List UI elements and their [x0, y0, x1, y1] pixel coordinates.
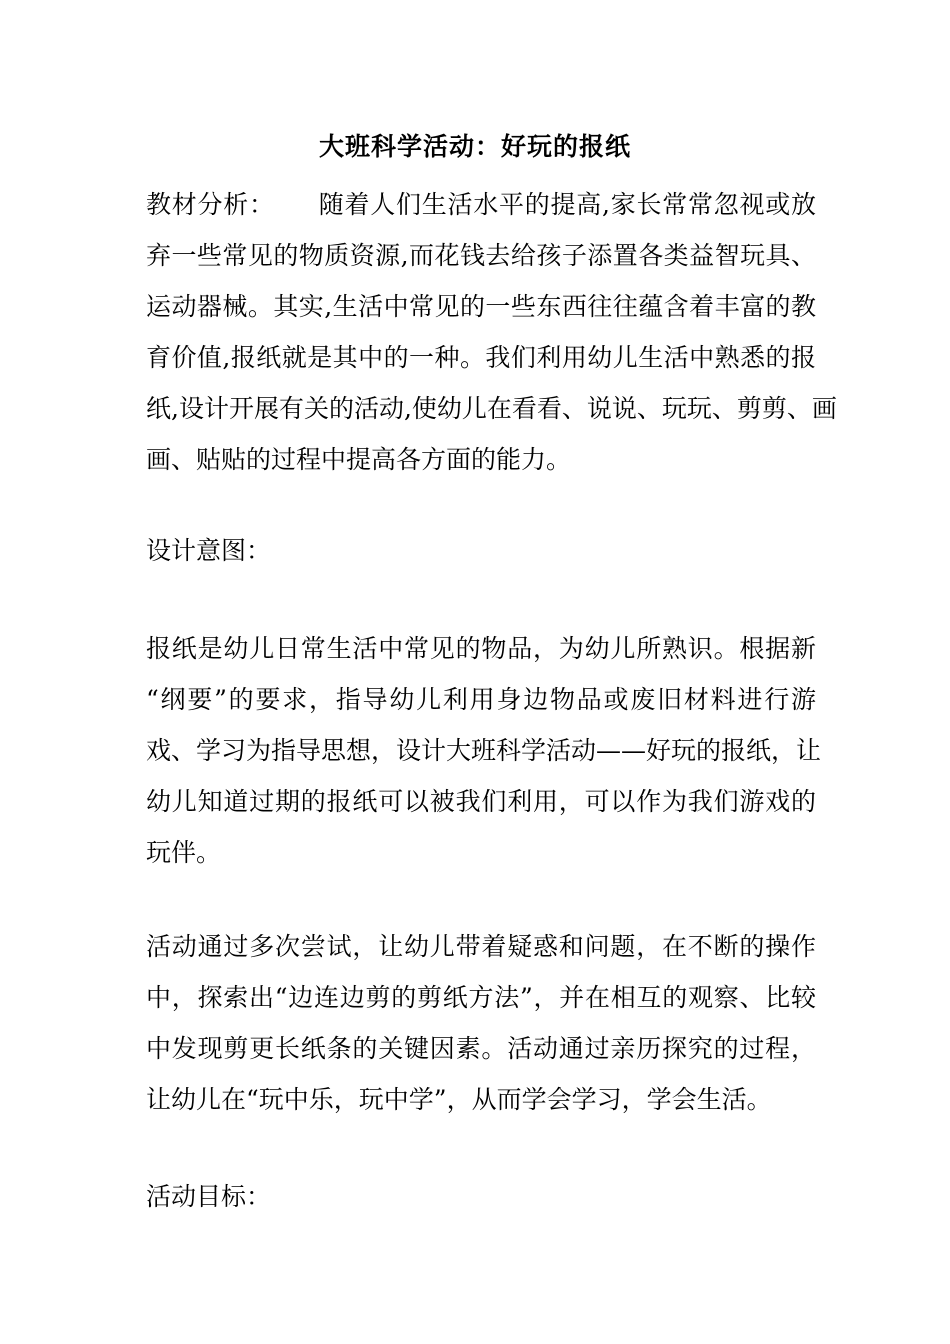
- analysis-line-2: 弃一些常见的物质资源,而花钱去给孩子添置各类益智玩具、: [146, 241, 816, 270]
- design-p1-line-4: 幼儿知道过期的报纸可以被我们利用，可以作为我们游戏的: [146, 787, 816, 816]
- design-p2-line-3: 中发现剪更长纸条的关键因素。活动通过亲历探究的过程，: [146, 1034, 816, 1063]
- analysis-label: 教材分析：: [146, 190, 275, 219]
- design-p1-line-5: 玩伴。: [146, 838, 222, 867]
- analysis-line-3: 运动器械。其实,生活中常见的一些东西往往蕴含着丰富的教: [146, 292, 816, 321]
- analysis-line-5: 纸,设计开展有关的活动,使幼儿在看看、说说、玩玩、剪剪、画: [146, 394, 837, 423]
- design-label: 设计意图：: [146, 536, 272, 565]
- design-p2-line-4: 让幼儿在“玩中乐，玩中学”，从而学会学习，学会生活。: [146, 1085, 772, 1114]
- design-p2-line-1: 活动通过多次尝试，让幼儿带着疑惑和问题，在不断的操作: [146, 932, 816, 961]
- goals-label: 活动目标：: [146, 1182, 272, 1211]
- design-p1-line-3: 戏、学习为指导思想，设计大班科学活动——好玩的报纸，让: [146, 736, 822, 765]
- analysis-text-1: 随着人们生活水平的提高,家长常常忽视或放: [318, 190, 816, 219]
- document-title: 大班科学活动：好玩的报纸: [318, 132, 631, 161]
- design-p1-line-2: “纲要”的要求，指导幼儿利用身边物品或废旧材料进行游: [146, 685, 816, 714]
- analysis-line-6: 画、贴贴的过程中提高各方面的能力。: [146, 445, 572, 474]
- design-p2-line-2: 中，探索出“边连边剪的剪纸方法”，并在相互的观察、比较: [146, 983, 816, 1012]
- analysis-line-4: 育价值,报纸就是其中的一种。我们利用幼儿生活中熟悉的报: [146, 343, 816, 372]
- analysis-line-1: [146, 185, 816, 225]
- design-p1-line-1: 报纸是幼儿日常生活中常见的物品，为幼儿所熟识。根据新: [146, 634, 816, 663]
